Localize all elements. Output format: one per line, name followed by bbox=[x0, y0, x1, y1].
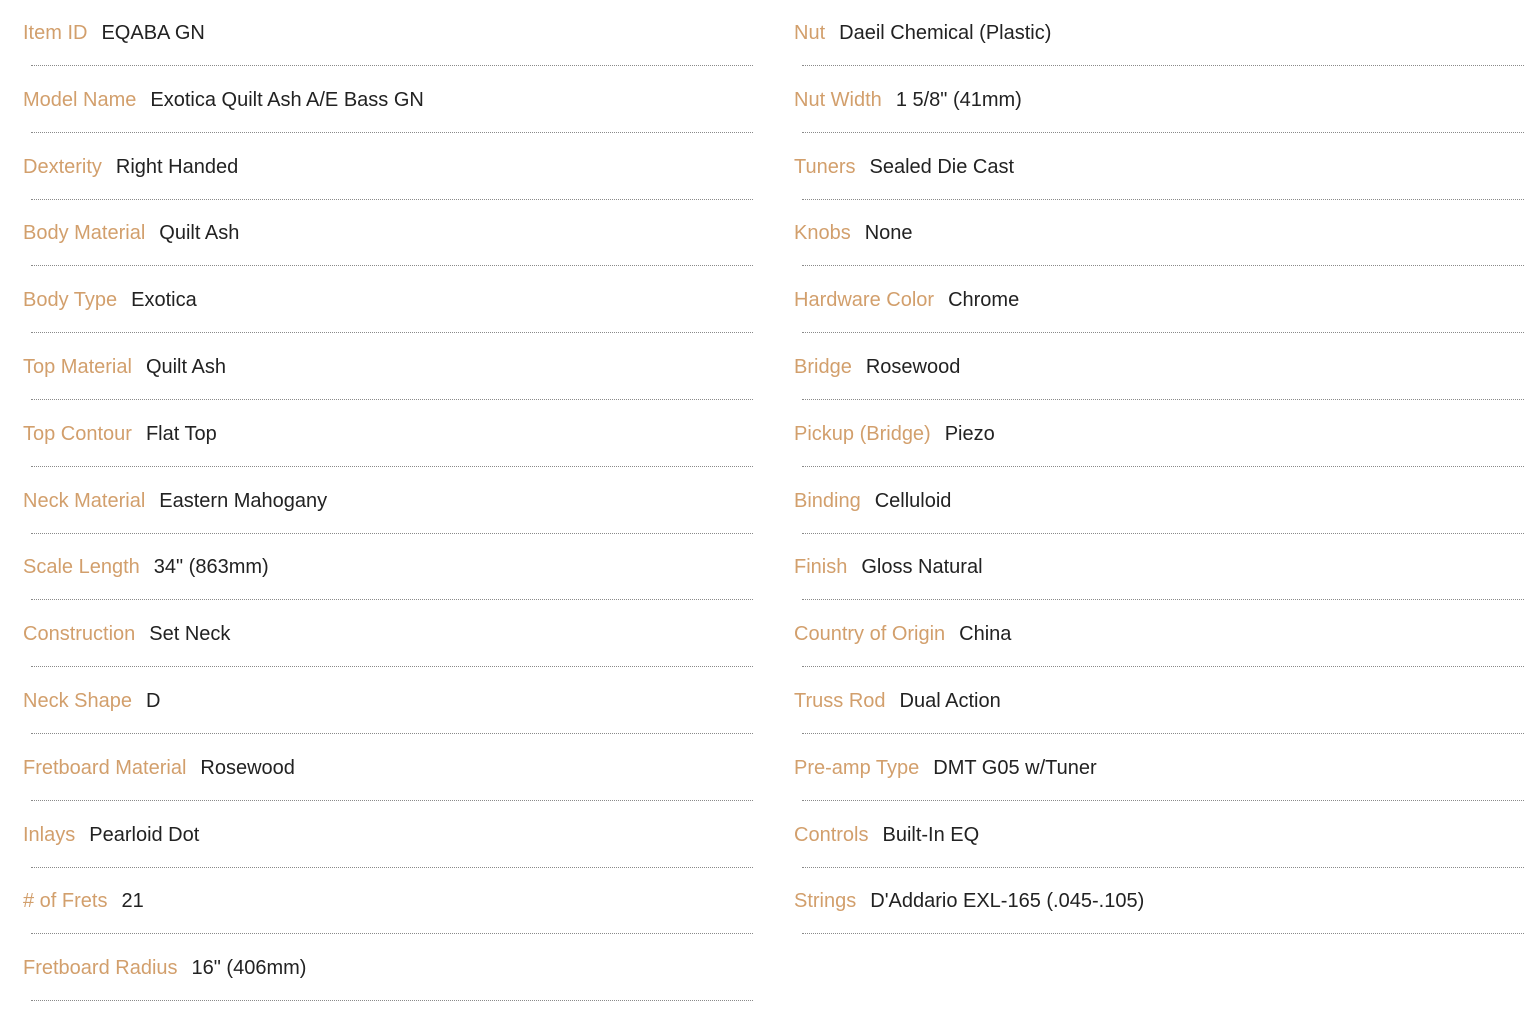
spec-value: Daeil Chemical (Plastic) bbox=[839, 22, 1052, 44]
spec-value: Eastern Mahogany bbox=[159, 489, 328, 512]
spec-label: Bridge bbox=[794, 355, 852, 378]
spec-label: Binding bbox=[794, 489, 861, 512]
spec-value: Built-In EQ bbox=[882, 823, 980, 846]
spec-row bbox=[794, 401, 1524, 468]
spec-label: Nut bbox=[794, 22, 826, 44]
spec-value: 21 bbox=[121, 890, 144, 913]
spec-value: Chrome bbox=[948, 289, 1020, 312]
dotted-divider bbox=[802, 933, 1524, 934]
spec-value: Pearloid Dot bbox=[89, 823, 200, 846]
spec-value: Quilt Ash bbox=[159, 222, 240, 245]
spec-row bbox=[794, 735, 1524, 802]
spec-value: Gloss Natural bbox=[861, 556, 983, 579]
spec-row bbox=[23, 267, 753, 334]
spec-label: Item ID bbox=[23, 22, 88, 44]
spec-value: Celluloid bbox=[874, 489, 952, 512]
spec-row bbox=[794, 334, 1524, 401]
dotted-divider bbox=[31, 1000, 753, 1001]
spec-label: Scale Length bbox=[23, 556, 140, 579]
spec-row bbox=[794, 534, 1524, 601]
spec-row bbox=[23, 0, 753, 67]
spec-value: EQABA GN bbox=[101, 22, 205, 44]
spec-row bbox=[23, 134, 753, 201]
spec-row bbox=[794, 134, 1524, 201]
spec-label: Truss Rod bbox=[794, 689, 886, 712]
spec-row bbox=[794, 200, 1524, 267]
spec-value: None bbox=[864, 222, 913, 245]
spec-row bbox=[23, 868, 753, 935]
spec-label: Pre-amp Type bbox=[794, 756, 920, 779]
spec-label: Fretboard Radius bbox=[23, 957, 178, 980]
spec-label: Fretboard Material bbox=[23, 756, 187, 779]
spec-value: Set Neck bbox=[149, 623, 231, 646]
spec-row bbox=[23, 534, 753, 601]
spec-row bbox=[23, 401, 753, 468]
spec-row bbox=[794, 0, 1524, 67]
spec-label: Tuners bbox=[794, 155, 856, 178]
spec-value: Right Handed bbox=[115, 155, 239, 178]
spec-label: Knobs bbox=[794, 222, 851, 245]
spec-value: China bbox=[959, 623, 1012, 646]
spec-label: Country of Origin bbox=[794, 623, 946, 646]
spec-row bbox=[23, 67, 753, 134]
spec-label: Body Type bbox=[23, 289, 118, 312]
spec-column-right bbox=[794, 0, 1524, 935]
spec-value: Rosewood bbox=[200, 756, 295, 779]
spec-label: Hardware Color bbox=[794, 289, 935, 312]
spec-value: DMT G05 w/Tuner bbox=[933, 756, 1097, 779]
spec-row bbox=[23, 200, 753, 267]
spec-value: Sealed Die Cast bbox=[869, 155, 1015, 178]
spec-value: Quilt Ash bbox=[145, 355, 226, 378]
spec-row bbox=[23, 334, 753, 401]
spec-row bbox=[23, 468, 753, 535]
spec-value: 34" (863mm) bbox=[153, 556, 269, 579]
spec-column-left bbox=[23, 0, 753, 1002]
spec-label: Finish bbox=[794, 556, 848, 579]
spec-value: Flat Top bbox=[145, 422, 217, 445]
spec-label: Controls bbox=[794, 823, 869, 846]
spec-value: Piezo bbox=[944, 422, 995, 445]
spec-value: Exotica Quilt Ash A/E Bass GN bbox=[150, 88, 424, 111]
spec-label: Top Material bbox=[23, 355, 132, 378]
spec-label: Inlays bbox=[23, 823, 76, 846]
spec-row bbox=[23, 735, 753, 802]
spec-label: Model Name bbox=[23, 88, 137, 111]
spec-row bbox=[23, 935, 753, 1002]
spec-label: Strings bbox=[794, 890, 857, 913]
spec-row bbox=[23, 668, 753, 735]
spec-row bbox=[794, 468, 1524, 535]
spec-value: Dual Action bbox=[899, 689, 1001, 712]
spec-row bbox=[23, 601, 753, 668]
spec-label: Top Contour bbox=[23, 422, 132, 445]
spec-value: 1 5/8" (41mm) bbox=[895, 88, 1022, 111]
spec-row bbox=[794, 67, 1524, 134]
spec-row bbox=[794, 267, 1524, 334]
spec-value: 16" (406mm) bbox=[191, 957, 307, 980]
spec-label: Dexterity bbox=[23, 155, 102, 178]
spec-row bbox=[794, 668, 1524, 735]
spec-label: Nut Width bbox=[794, 88, 882, 111]
spec-row bbox=[794, 601, 1524, 668]
spec-row bbox=[794, 868, 1524, 935]
spec-value: D'Addario EXL-165 (.045-.105) bbox=[870, 890, 1145, 913]
spec-label: Pickup (Bridge) bbox=[794, 422, 931, 445]
spec-value: Rosewood bbox=[865, 355, 961, 378]
spec-label: Body Material bbox=[23, 222, 146, 245]
spec-label: Construction bbox=[23, 623, 136, 646]
spec-value: D bbox=[145, 689, 161, 712]
spec-label: Neck Material bbox=[23, 489, 146, 512]
spec-row bbox=[23, 802, 753, 869]
spec-label: # of Frets bbox=[23, 890, 108, 913]
spec-label: Neck Shape bbox=[23, 689, 132, 712]
spec-row bbox=[794, 802, 1524, 869]
spec-value: Exotica bbox=[131, 289, 197, 312]
